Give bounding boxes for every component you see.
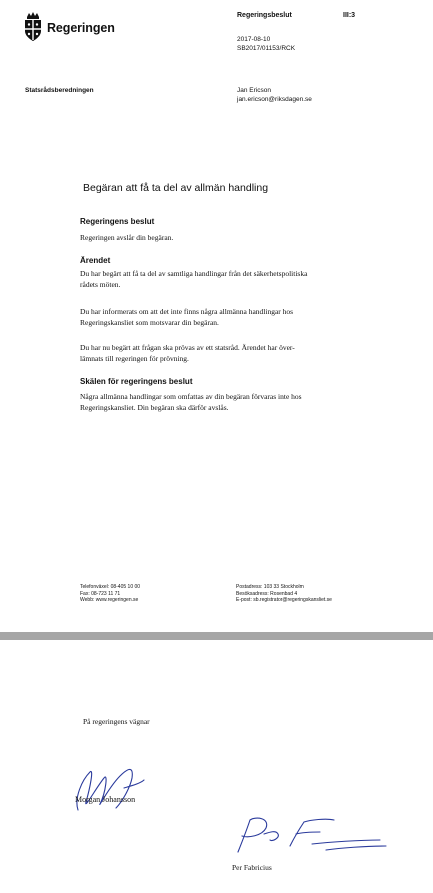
- footer-postal-address: Postadress: 103 33 Stockholm: [236, 584, 304, 590]
- page-separator: [0, 632, 433, 640]
- crown-crest-icon: [22, 11, 44, 43]
- section-heading-reasons: Skälen för regeringens beslut: [80, 377, 193, 386]
- footer-address: [236, 584, 416, 604]
- page-reference: III:3: [343, 12, 356, 19]
- recipient-name: Jan Ericson: [237, 87, 271, 94]
- document-title: Begäran att få ta del av allmän handling: [83, 182, 269, 194]
- footer-visit-address: Besöksadress: Rosenbad 4: [236, 590, 298, 597]
- document-reference-number: SB2017/01153/RCK: [237, 45, 296, 52]
- signature-per-fabricius-icon: [230, 812, 390, 862]
- footer-contact: [80, 584, 230, 604]
- matter-paragraph-2-line-2: Regeringskansliet som motsvarar din begäran.: [80, 318, 219, 327]
- footer-web: Webb: www.regeringen.se: [80, 597, 139, 603]
- matter-paragraph-3-line-1: Du har nu begärt att frågan ska prövas av ett statsråd. Ärendet har över-: [80, 343, 295, 352]
- signer-1-name: Morgan Johansson: [75, 795, 136, 804]
- recipient-email: jan.ericson@riksdagen.se: [237, 96, 312, 103]
- section-heading-matter: Ärendet: [80, 256, 111, 265]
- decision-text: Regeringen avslår din begäran.: [80, 233, 174, 242]
- reasons-line-1: Några allmänna handlingar som omfattas av din begäran förvaras inte hos: [80, 392, 302, 401]
- matter-paragraph-1-line-2: rådets möten.: [80, 280, 121, 289]
- closing-phrase: På regeringens vägnar: [83, 717, 150, 726]
- footer-phone: Telefonväxel: 08-405 10 00: [80, 584, 141, 590]
- document-date: 2017-08-10: [237, 36, 271, 43]
- footer-email: E-post: sb.registrator@regeringskansliet.se: [236, 597, 332, 603]
- logo-text: Regeringen: [47, 21, 115, 35]
- signature-morgan-johansson-icon: [60, 758, 170, 820]
- document-type: Regeringsbeslut: [237, 12, 292, 19]
- signer-2-name: Per Fabricius: [232, 863, 272, 872]
- reasons-line-2: Regeringskansliet. Din begäran ska därför avslås.: [80, 403, 229, 412]
- footer-fax: Fax: 08-723 11 71: [80, 590, 121, 597]
- sender-department: Statsrådsberedningen: [25, 87, 94, 94]
- section-heading-decision: Regeringens beslut: [80, 217, 155, 226]
- matter-paragraph-2-line-1: Du har informerats om att det inte finns några allmänna handlingar hos: [80, 307, 294, 316]
- matter-paragraph-3-line-2: lämnats till regeringen för prövning.: [80, 354, 189, 363]
- matter-paragraph-1-line-1: Du har begärt att få ta del av samtliga handlingar från det säkerhetspolitiska: [80, 269, 308, 278]
